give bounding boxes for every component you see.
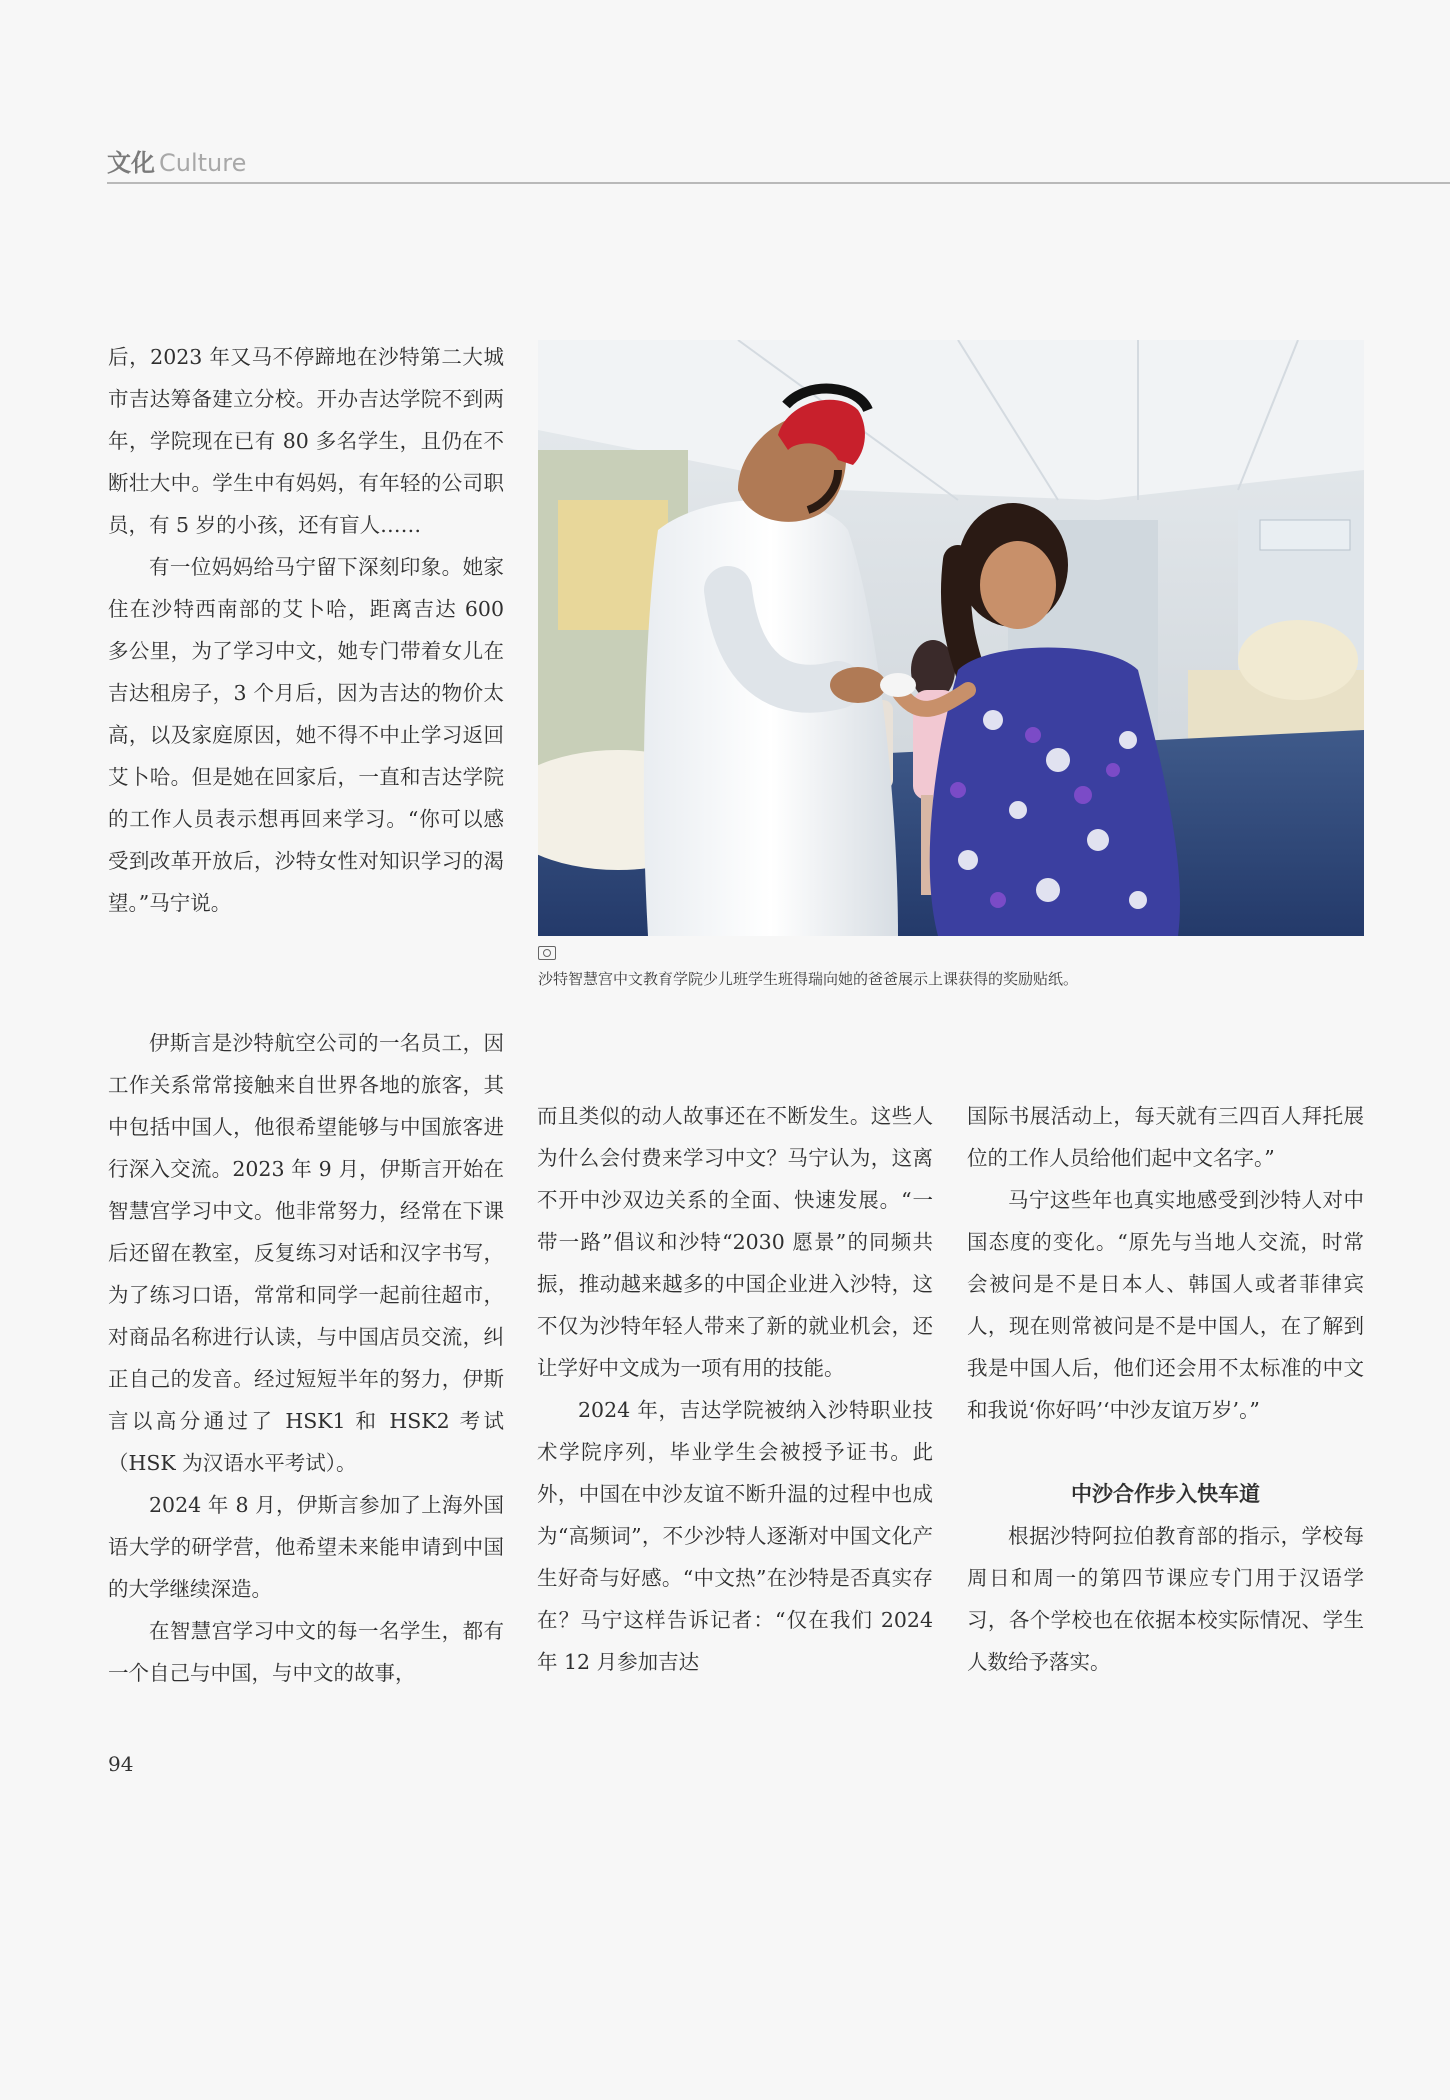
- section-title-zh: 文化: [107, 149, 155, 177]
- paragraph: 后，2023 年又马不停蹄地在沙特第二大城市吉达筹备建立分校。开办吉达学院不到两年，学院现在已有 80 多名学生，且仍在不断壮大中。学生中有妈妈，有年轻的公司职员，有 5 岁的小孩，还有盲人……: [108, 345, 504, 537]
- paragraph: 而且类似的动人故事还在不断发生。这些人为什么会付费来学习中文？马宁认为，这离不开中沙双边关系的全面、快速发展。“一带一路”倡议和沙特“2030 愿景”的同频共振，推动越来越多的中国企业进入沙特，这不仅为沙特年轻人带来了新的就业机会，还让学好中文成为一项有用的技能。: [537, 1104, 933, 1380]
- camera-icon: [538, 946, 556, 960]
- paragraph: 在智慧宫学习中文的每一名学生，都有一个自己与中国，与中文的故事，: [108, 1619, 504, 1685]
- article-column-1-top: [108, 336, 504, 924]
- photo-caption: 沙特智慧宫中文教育学院少儿班学生班得瑞向她的爸爸展示上课获得的奖励贴纸。: [538, 970, 1079, 988]
- section-title: [107, 148, 246, 178]
- page-header: [107, 148, 1450, 184]
- article-photo: [538, 340, 1364, 936]
- article-column-1-bottom: [108, 1022, 504, 1694]
- article-column-2: [537, 1095, 933, 1683]
- paragraph: 2024 年 8 月，伊斯言参加了上海外国语大学的研学营，他希望未来能申请到中国的大学继续深造。: [108, 1493, 504, 1601]
- paragraph: 根据沙特阿拉伯教育部的指示，学校每周日和周一的第四节课应专门用于汉语学习，各个学校也在依据本校实际情况、学生人数给予落实。: [967, 1524, 1364, 1674]
- page-number: 94: [108, 1752, 134, 1776]
- article-column-3: [967, 1095, 1364, 1683]
- section-title-en: Culture: [159, 149, 247, 177]
- header-divider: [107, 182, 1450, 184]
- paragraph: 有一位妈妈给马宁留下深刻印象。她家住在沙特西南部的艾卜哈，距离吉达 600 多公里，为了学习中文，她专门带着女儿在吉达租房子，3 个月后，因为吉达的物价太高，以及家庭原因，她不得不中止学习返回艾卜哈。但是她在回家后，一直和吉达学院的工作人员表示想再回来学习。“你可以感受到改革开放后，沙特女性对知识学习的渴望。”马宁说。: [108, 555, 504, 915]
- paragraph: 马宁这些年也真实地感受到沙特人对中国态度的变化。“原先与当地人交流，时常会被问是不是日本人、韩国人或者菲律宾人，现在则常被问是不是中国人，在了解到我是中国人后，他们还会用不太标准的中文和我说‘你好吗’‘中沙友谊万岁’。”: [967, 1188, 1364, 1422]
- paragraph: 2024 年，吉达学院被纳入沙特职业技术学院序列，毕业学生会被授予证书。此外，中国在中沙友谊不断升温的过程中也成为“高频词”，不少沙特人逐渐对中国文化产生好奇与好感。“中文热”在沙特是否真实存在？马宁这样告诉记者：“仅在我们 2024 年 12 月参加吉达: [537, 1398, 933, 1674]
- paragraph: 伊斯言是沙特航空公司的一名员工，因工作关系常常接触来自世界各地的旅客，其中包括中国人，他很希望能够与中国旅客进行深入交流。2023 年 9 月，伊斯言开始在智慧宫学习中文。他非常努力，经常在下课后还留在教室，反复练习对话和汉字书写，为了练习口语，常常和同学一起前往超市，对商品名称进行认读，与中国店员交流，纠正自己的发音。经过短短半年的努力，伊斯言以高分通过了 HSK1 和 HSK2 考试（HSK 为汉语水平考试）。: [108, 1031, 504, 1475]
- paragraph: 国际书展活动上，每天就有三四百人拜托展位的工作人员给他们起中文名字。”: [967, 1104, 1364, 1170]
- section-subheading: 中沙合作步入快车道: [1071, 1482, 1260, 1506]
